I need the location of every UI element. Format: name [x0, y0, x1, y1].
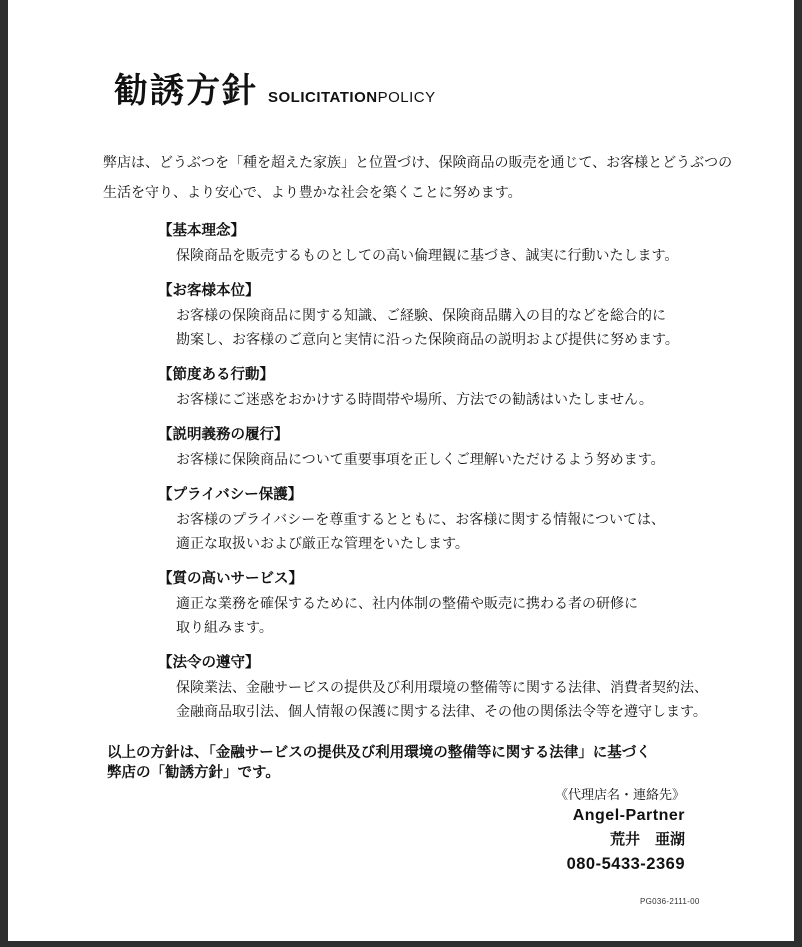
- title-english-bold: SOLICITATION: [268, 89, 378, 106]
- closing-line: 以上の方針は、「金融サービスの提供及び利用環境の整備等に関する法律」に基づく: [107, 745, 651, 761]
- closing-statement: [107, 743, 802, 783]
- section-heading: 【節度ある行動】: [158, 367, 274, 383]
- intro-line: 生活を守り、より安心で、より豊かな社会を築くことに努めます。: [103, 184, 522, 200]
- section-body-line: 金融商品取引法、個人情報の保護に関する法律、その他の関係法令等を遵守します。: [176, 703, 707, 719]
- section-body-line: お客様のプライバシーを尊重するとともに、お客様に関する情報については、: [176, 511, 666, 527]
- section-body-line: 保険商品を販売するものとしての高い倫理観に基づき、誠実に行動いたします。: [176, 247, 679, 263]
- section-privacy-protection: [103, 483, 802, 555]
- section-body-line: 適正な取扱いおよび厳正な管理をいたします。: [176, 535, 469, 551]
- title-english-regular: POLICY: [377, 89, 436, 106]
- section-body-line: お客様にご迷惑をおかけする時間帯や場所、方法での勧誘はいたしません。: [176, 391, 653, 407]
- section-body-line: お客様の保険商品に関する知識、ご経験、保険商品購入の目的などを総合的に: [176, 307, 666, 323]
- section-body-line: 適正な業務を確保するために、社内体制の整備や販売に携わる者の研修に: [176, 595, 638, 611]
- section-heading: 【質の高いサービス】: [158, 571, 303, 587]
- section-body-line: 保険業法、金融サービスの提供及び利用環境の整備等に関する法律、消費者契約法、: [176, 679, 708, 695]
- section-duty-to-explain: [103, 423, 802, 471]
- agency-name: Angel-Partner: [572, 807, 685, 824]
- title-japanese: 勧誘方針: [114, 72, 258, 110]
- section-body-line: 勘案し、お客様のご意向と実情に沿った保険商品の説明および提供に努めます。: [176, 331, 679, 347]
- agency-phone-number: 080-5433-2369: [566, 855, 685, 873]
- page-left-edge: [0, 0, 8, 947]
- section-legal-compliance: [103, 651, 802, 723]
- page-bottom-edge: [0, 941, 802, 947]
- section-heading: 【プライバシー保護】: [158, 487, 303, 503]
- section-basic-principle: [103, 219, 802, 267]
- section-heading: 【お客様本位】: [158, 283, 260, 299]
- intro-paragraph: [103, 147, 802, 207]
- title-english: [268, 89, 436, 106]
- section-heading: 【法令の遵守】: [158, 655, 260, 671]
- section-body-line: お客様に保険商品について重要事項を正しくご理解いただけるよう努めます。: [176, 451, 665, 467]
- policy-sections: [103, 219, 802, 723]
- section-quality-service: [103, 567, 802, 639]
- intro-line: 弊店は、どうぶつを「種を超えた家族」と位置づけ、保険商品の販売を通じて、お客様とどうぶつの: [103, 154, 733, 170]
- section-customer-first: [103, 279, 802, 351]
- page-title: [114, 70, 802, 119]
- section-moderate-conduct: [103, 363, 802, 411]
- section-heading: 【説明義務の履行】: [158, 427, 289, 443]
- agent-person-name: 荒井 亜湖: [609, 831, 685, 848]
- document-code: PG036-2111-00: [640, 897, 700, 906]
- section-body-line: 取り組みます。: [176, 619, 273, 635]
- agency-contact-label: 《代理店名・連絡先》: [554, 787, 685, 802]
- agency-contact-block: [103, 786, 685, 876]
- closing-line: 弊店の「勧誘方針」です。: [107, 765, 280, 781]
- page-right-edge: [794, 0, 802, 947]
- section-heading: 【基本理念】: [158, 223, 245, 239]
